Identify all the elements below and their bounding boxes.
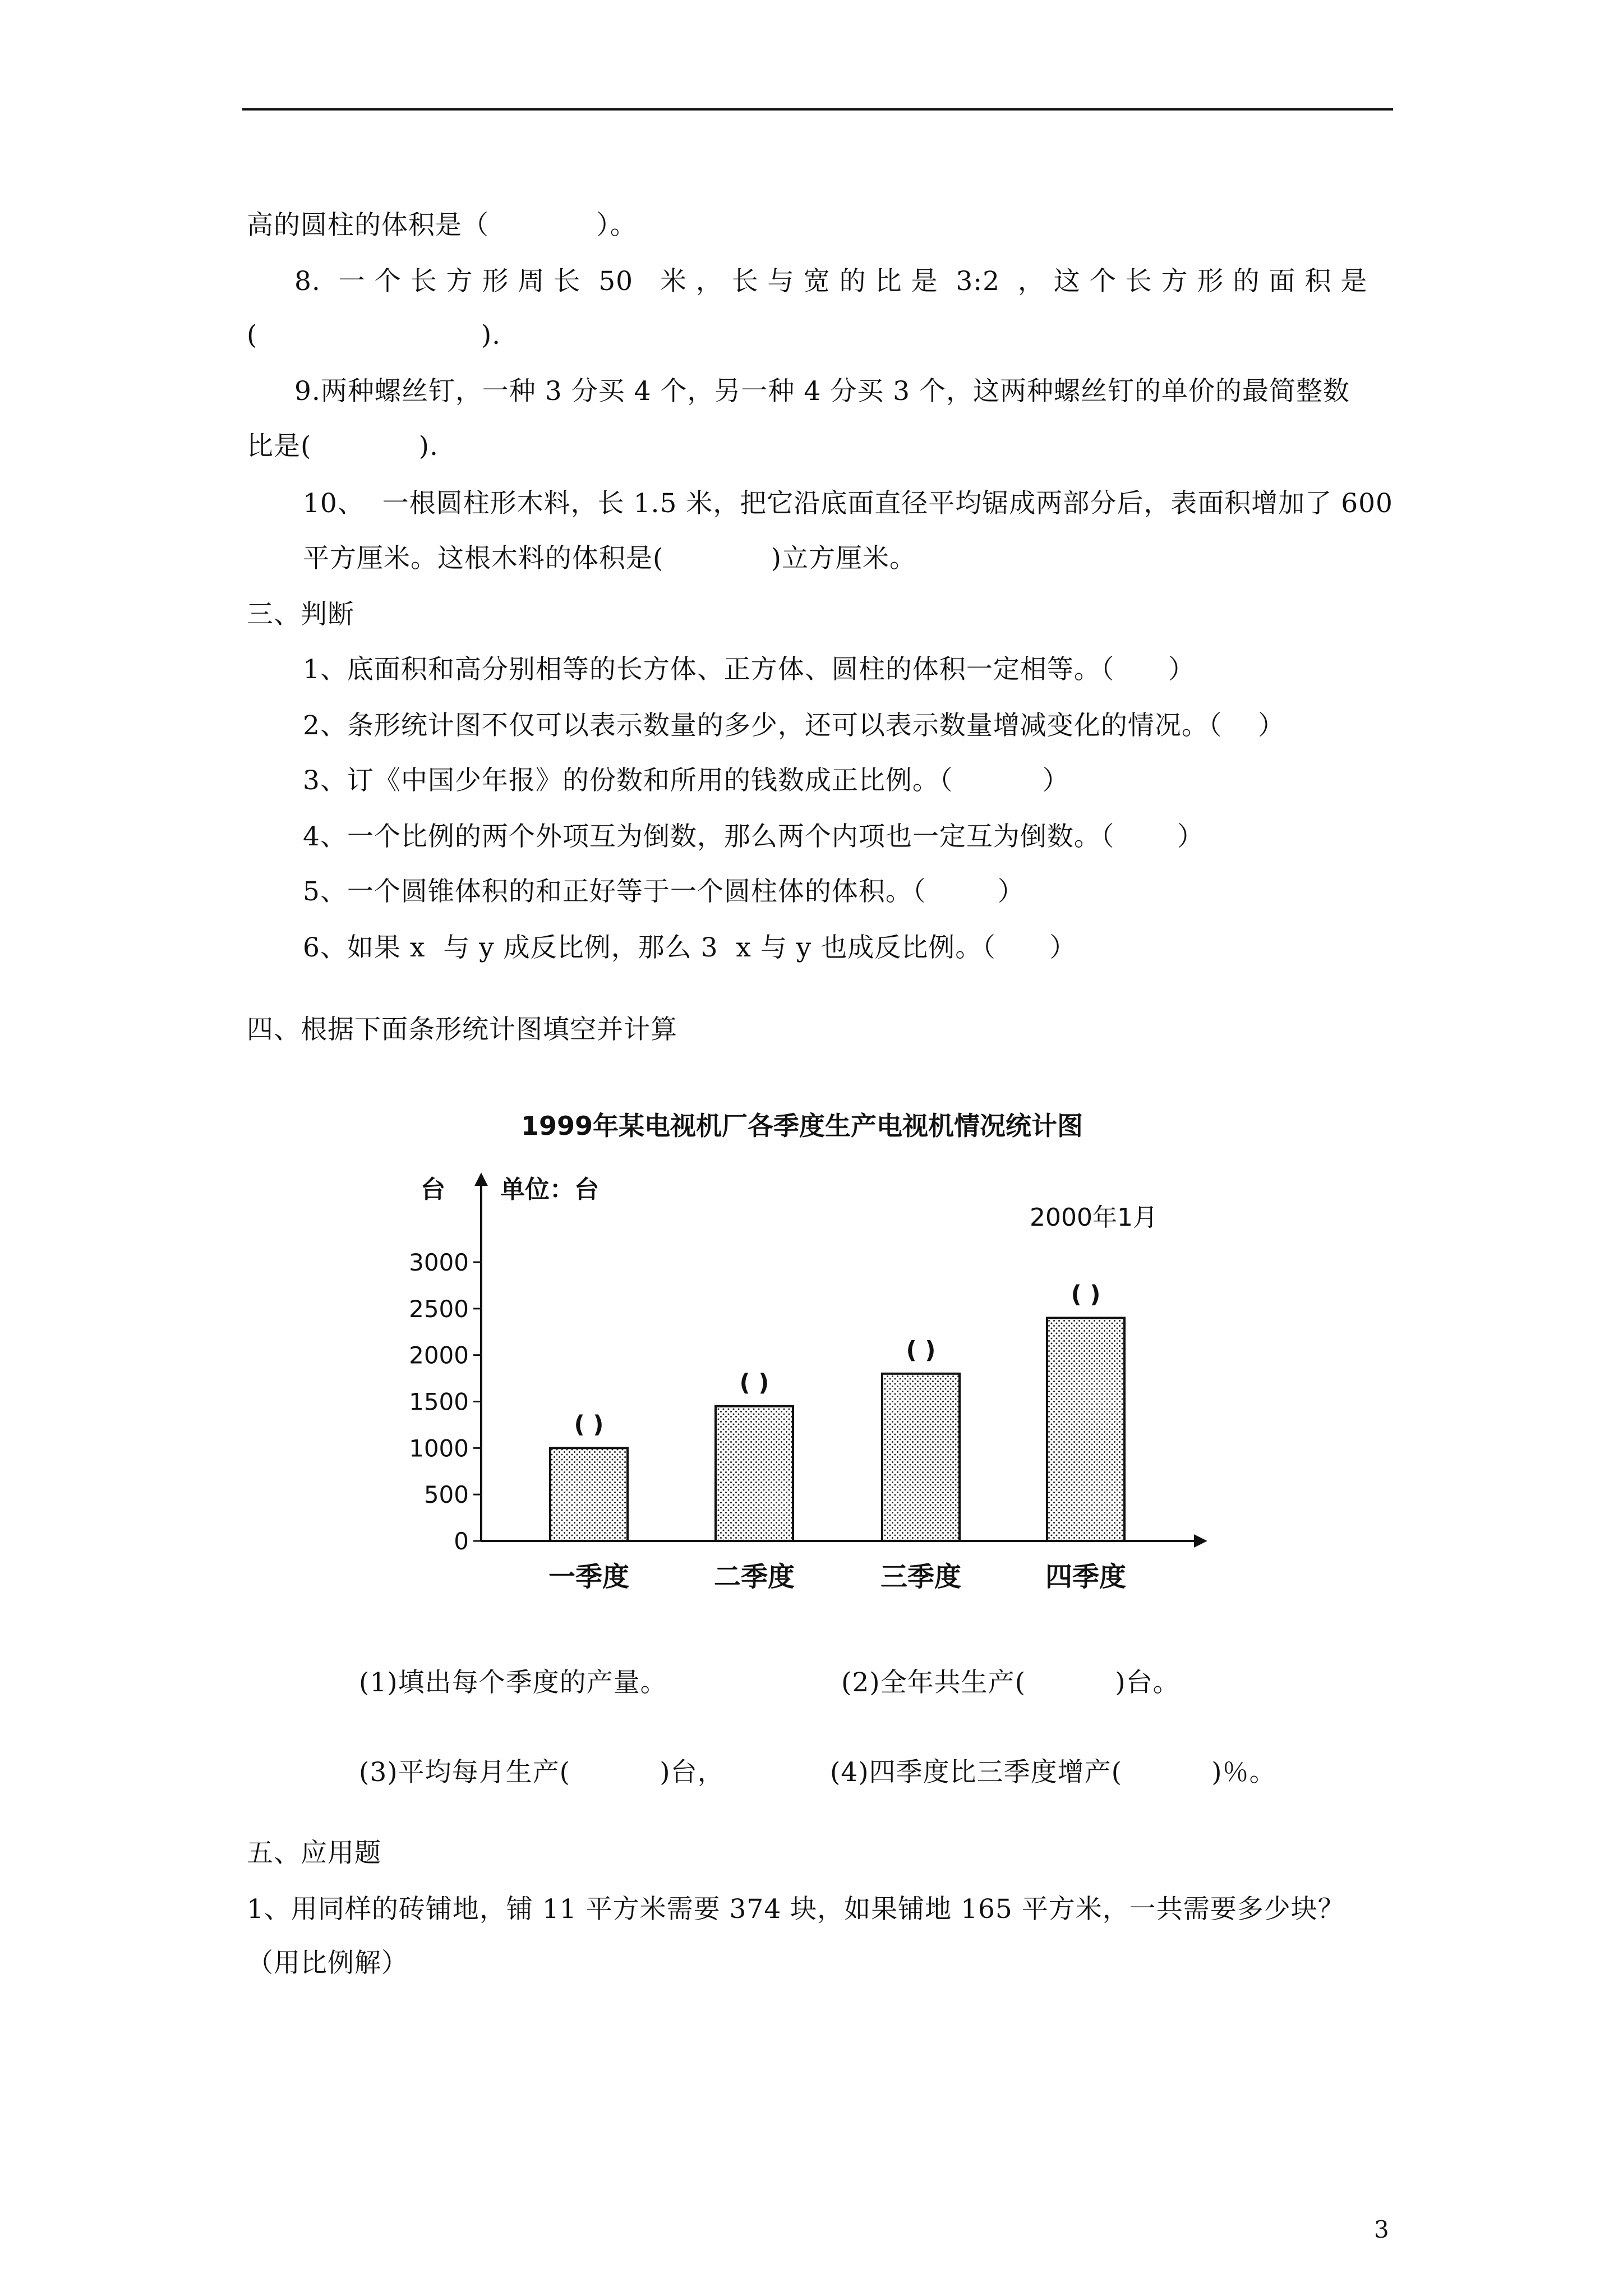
y-tick-label: 2000 [409, 1341, 469, 1369]
y-tick-label: 3000 [409, 1249, 469, 1276]
y-axis-label: 台 [421, 1175, 445, 1204]
application-1: 1、用同样的砖铺地，铺 11 平方米需要 374 块，如果铺地 165 平方米，一共需要多少块？ [247, 1894, 1345, 1925]
bar-1 [550, 1448, 628, 1541]
question-10-cont: 平方厘米。这根木料的体积是( )立方厘米。 [303, 543, 916, 574]
bar-chart [381, 1102, 1223, 1630]
x-category-label: 四季度 [1045, 1561, 1127, 1593]
question-10: 10、 一根圆柱形木料，长 1.5 米，把它沿底面直径平均锯成两部分后，表面积增加了 600 [303, 488, 1393, 519]
bar-value-label: ( ) [906, 1336, 936, 1364]
chart-question-1: (1)填出每个季度的产量。 [359, 1667, 667, 1698]
question-8: 8. 一 个 长 方 形 周 长 50 米 ， 长 与 宽 的 比 是 3:2 ， 这 个 长 方 形 的 面 积 是 [294, 266, 1368, 297]
section-3-heading: 三、判断 [247, 599, 354, 630]
line-cylinder-volume: 高的圆柱的体积是（ ）。 [247, 210, 637, 241]
chart-question-4: (4)四季度比三季度增产( )％。 [830, 1757, 1276, 1788]
question-9: 9.两种螺丝钉，一种 3 分买 4 个，另一种 4 分买 3 个，这两种螺丝钉的单价的最简整数 [294, 376, 1350, 407]
question-8-blank: ( ). [247, 320, 501, 351]
bar-4 [1047, 1318, 1124, 1541]
judge-5: 5、一个圆锥体积的和正好等于一个圆柱体的体积。（ ） [303, 876, 1025, 907]
x-category-label: 三季度 [880, 1561, 962, 1593]
bar-3 [882, 1374, 960, 1541]
judge-6: 6、如果 x 与 y 成反比例，那么 3 x 与 y 也成反比例。（ ） [303, 932, 1077, 963]
section-4-heading: 四、根据下面条形统计图填空并计算 [247, 1014, 677, 1045]
bar-value-label: ( ) [574, 1410, 604, 1438]
bar-2 [716, 1406, 793, 1541]
chart-question-2: (2)全年共生产( )台。 [841, 1667, 1180, 1698]
judge-2: 2、条形统计图不仅可以表示数量的多少，还可以表示数量增减变化的情况。（ ） [303, 710, 1285, 741]
bar-value-label: ( ) [1071, 1280, 1101, 1308]
chart-title: 1999年某电视机厂各季度生产电视机情况统计图 [520, 1111, 1083, 1141]
y-tick-label: 0 [454, 1527, 469, 1555]
y-tick-label: 500 [423, 1481, 469, 1509]
judge-1: 1、底面积和高分别相等的长方体、正方体、圆柱的体积一定相等。（ ） [303, 654, 1196, 685]
date-label: 2000年1月 [1030, 1203, 1158, 1232]
y-tick-label: 1500 [409, 1388, 469, 1416]
question-9-blank: 比是( ). [247, 431, 439, 462]
header-rule [242, 108, 1393, 111]
bar-value-label: ( ) [739, 1368, 769, 1396]
unit-label: 单位：台 [500, 1175, 599, 1204]
x-category-label: 一季度 [548, 1561, 630, 1593]
page-number: 3 [1374, 2216, 1389, 2243]
judge-3: 3、订《中国少年报》的份数和所用的钱数成正比例。（ ） [303, 765, 1069, 796]
y-tick-label: 1000 [409, 1434, 469, 1462]
section-5-heading: 五、应用题 [247, 1838, 381, 1869]
chart-question-3: (3)平均每月生产( )台， [359, 1757, 725, 1788]
x-category-label: 二季度 [713, 1561, 795, 1593]
application-1-note: （用比例解） [247, 1948, 408, 1978]
y-tick-label: 2500 [409, 1295, 469, 1323]
judge-4: 4、一个比例的两个外项互为倒数，那么两个内项也一定互为倒数。（ ） [303, 821, 1204, 852]
